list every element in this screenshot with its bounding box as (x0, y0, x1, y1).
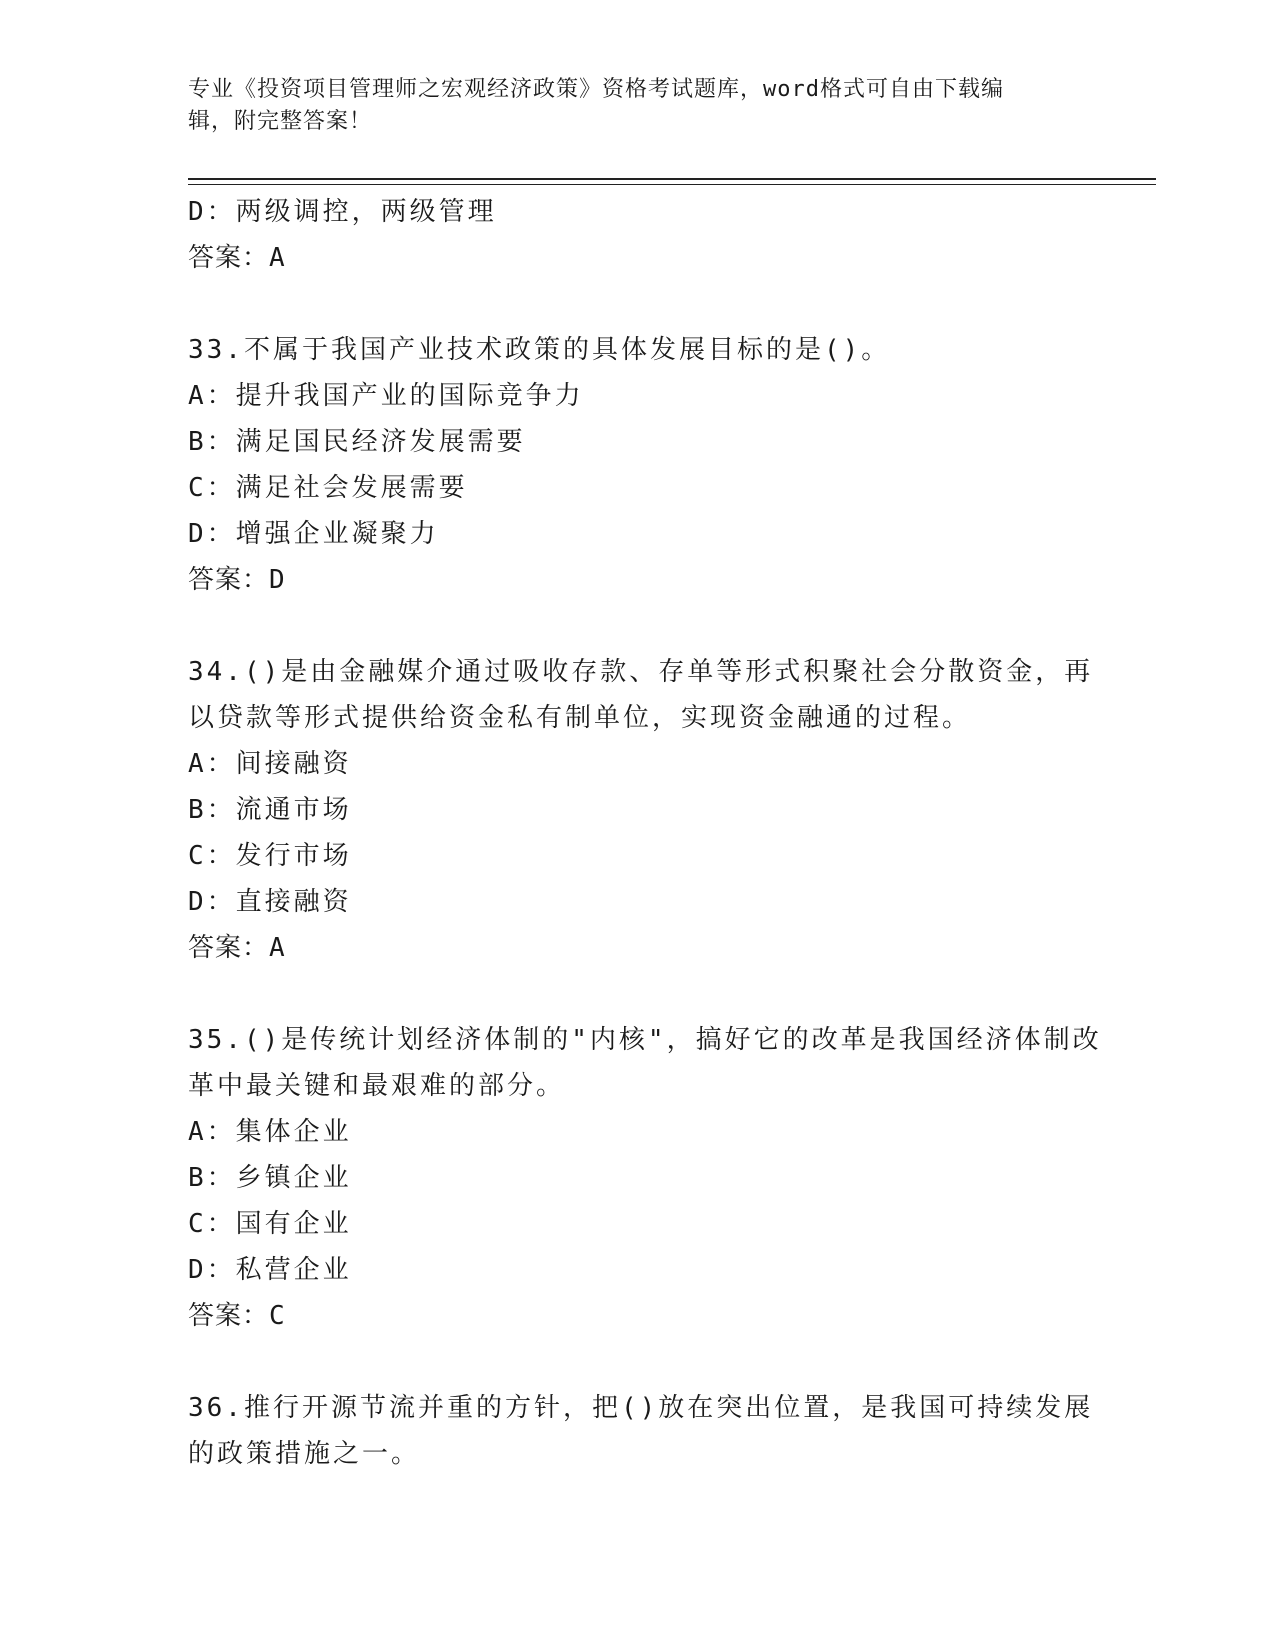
option-b: B：乡镇企业 (188, 1163, 352, 1193)
option-d: D：直接融资 (188, 887, 352, 917)
header-divider-thin (188, 184, 1156, 185)
question-text-line-1: 34.()是由金融媒介通过吸收存款、存单等形式积聚社会分散资金，再 (188, 657, 1094, 687)
option-b: B：满足国民经济发展需要 (188, 427, 526, 457)
question-content (188, 189, 1102, 1477)
option-a: A：提升我国产业的国际竞争力 (188, 381, 584, 411)
question-text-line-1: 36.推行开源节流并重的方针，把()放在突出位置，是我国可持续发展 (188, 1393, 1094, 1423)
answer: 答案：A (188, 933, 286, 963)
option-c: C：满足社会发展需要 (188, 473, 468, 503)
question-35 (188, 1017, 1102, 1339)
option-b: B：流通市场 (188, 795, 352, 825)
option-a: A：集体企业 (188, 1117, 352, 1147)
option-d: D：私营企业 (188, 1255, 352, 1285)
option-d: D：增强企业凝聚力 (188, 519, 439, 549)
header-divider-thick (188, 178, 1156, 180)
option-a: A：间接融资 (188, 749, 352, 779)
header-line-2: 辑，附完整答案！ (188, 109, 373, 134)
question-text-line-2: 的政策措施之一。 (188, 1439, 421, 1469)
answer: 答案：A (188, 243, 286, 273)
question-text-line-2: 以贷款等形式提供给资金私有制单位，实现资金融通的过程。 (188, 703, 972, 733)
question-text-line-1: 35.()是传统计划经济体制的"内核"，搞好它的改革是我国经济体制改 (188, 1025, 1102, 1055)
question-33 (188, 327, 1088, 603)
header-line-1: 专业《投资项目管理师之宏观经济政策》资格考试题库，word格式可自由下载编 (188, 77, 1004, 102)
question-text: 33.不属于我国产业技术政策的具体发展目标的是()。 (188, 335, 891, 365)
question-34 (188, 649, 1094, 971)
question-text-line-2: 革中最关键和最艰难的部分。 (188, 1071, 566, 1101)
document-header (188, 74, 1068, 138)
answer: 答案：D (188, 565, 286, 595)
option-c: C：发行市场 (188, 841, 352, 871)
answer: 答案：C (188, 1301, 286, 1331)
option-c: C：国有企业 (188, 1209, 352, 1239)
option-d: D：两级调控，两级管理 (188, 197, 497, 227)
question-36 (188, 1385, 1094, 1477)
